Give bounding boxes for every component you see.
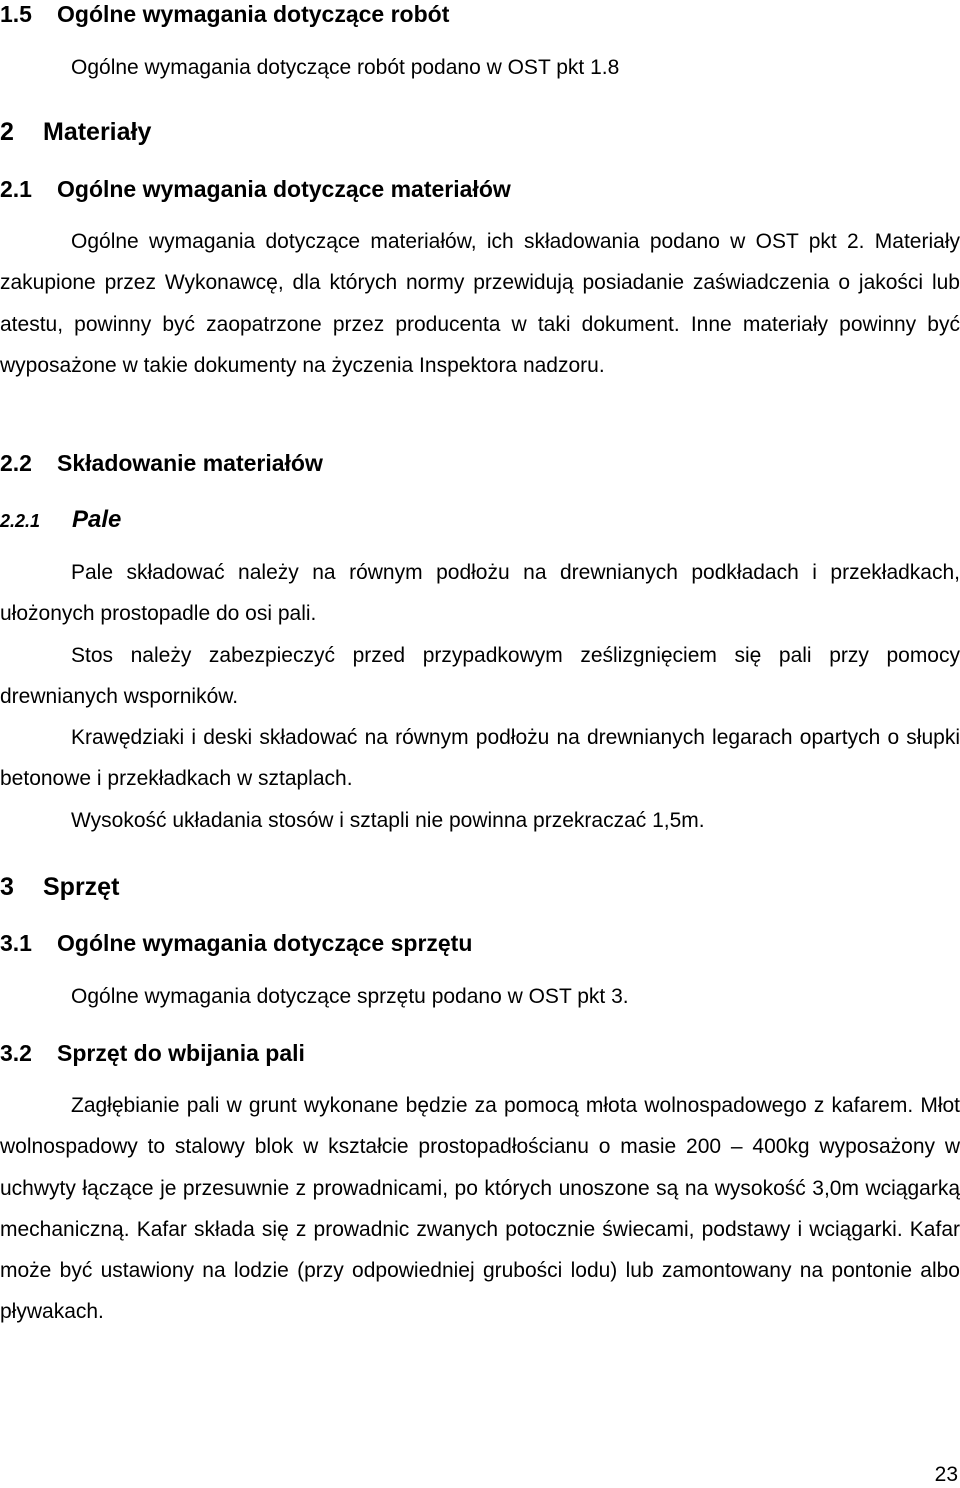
section-heading-3-2: [0, 1039, 305, 1067]
section-text-2-2-1: [0, 552, 960, 841]
section-heading-2: [0, 118, 151, 146]
section-text-1-5: Ogólne wymagania dotyczące robót podano w OST pkt 1.8: [71, 56, 620, 79]
section-number: 3: [0, 873, 14, 901]
section-title: Sprzęt: [43, 873, 120, 901]
section-heading-1-5: [0, 0, 449, 28]
section-title: Ogólne wymagania dotyczące materiałów: [57, 176, 511, 202]
section-heading-2-2: [0, 449, 323, 477]
section-number: 3.1: [0, 930, 32, 956]
section-title: Ogólne wymagania dotyczące robót: [57, 1, 450, 27]
section-title: Ogólne wymagania dotyczące sprzętu: [57, 930, 473, 956]
section-text-3-1: Ogólne wymagania dotyczące sprzętu podano w OST pkt 3.: [71, 985, 629, 1008]
section-text-2-1: [0, 221, 960, 386]
paragraph: Stos należy zabezpieczyć przed przypadkowym ześlizgnięciem się pali przy pomocy drewnianych wsporników.: [0, 643, 960, 708]
section-number: 2.1: [0, 176, 32, 202]
paragraph: Pale składować należy na równym podłożu na drewnianych podkładach i przekładkach, ułożonych prostopadle do osi pali.: [0, 561, 960, 626]
section-text-3-2: [0, 1085, 960, 1333]
section-title: Materiały: [43, 118, 152, 146]
section-title: Pale: [72, 506, 122, 533]
section-heading-2-1: [0, 175, 511, 203]
paragraph: Wysokość układania stosów i sztapli nie powinna przekraczać 1,5m.: [71, 808, 705, 832]
paragraph: Krawędziaki i deski składować na równym podłożu na drewnianych legarach opartych o słupki betonowe i przekładkach w sztaplach.: [0, 726, 960, 791]
paragraph: Zagłębianie pali w grunt wykonane będzie za pomocą młota wolnospadowego z kafarem. Młot wolnospadowy to stalowy blok w kształcie prostopadłościanu o masie 200 – 400kg wyposażony w uchwyty łączące je przesuwnie z prowadnicami, po których unoszone są na wysokość 3,0m wciągarką mechaniczną. Kafar składa się z prowadnic zwanych potocznie świecami, podstawy i wciągarki. Kafar może być ustawiony na lodzie (przy odpowiedniej grubości lodu) lub zamontowany na pontonie albo pływakach.: [0, 1094, 960, 1324]
section-title: Składowanie materiałów: [57, 450, 323, 476]
page-number: 23: [934, 1463, 958, 1486]
section-number: 1.5: [0, 1, 32, 27]
section-heading-2-2-1: [0, 505, 121, 535]
section-number: 2.2: [0, 450, 32, 476]
paragraph: Ogólne wymagania dotyczące materiałów, ich składowania podano w OST pkt 2. Materiały zakupione przez Wykonawcę, dla których normy przewidują posiadanie zaświadczenia o jakości lub atestu, powinny być zaopatrzone przez producenta w taki dokument. Inne materiały powinny być wyposażone w takie dokumenty na życzenia Inspektora nadzoru.: [0, 230, 960, 377]
section-heading-3: [0, 873, 119, 901]
section-heading-3-1: [0, 929, 472, 957]
section-number: 2.2.1: [0, 511, 41, 531]
section-number: 2: [0, 118, 14, 146]
section-number: 3.2: [0, 1040, 32, 1066]
section-title: Sprzęt do wbijania pali: [57, 1040, 305, 1066]
